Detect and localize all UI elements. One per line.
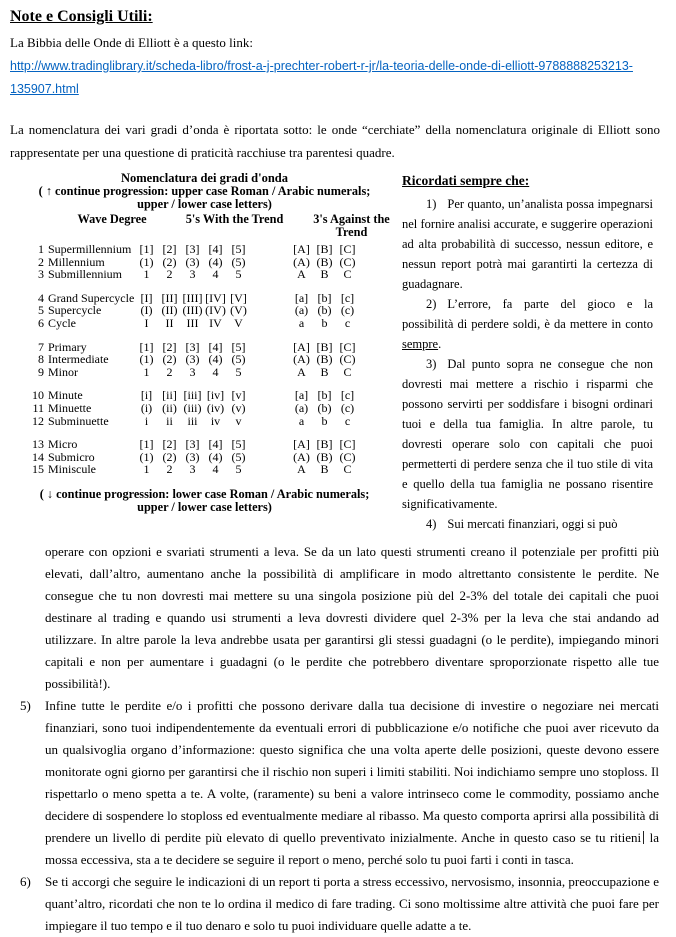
degree-name: Supercycle bbox=[48, 303, 102, 318]
column-gap bbox=[250, 317, 290, 330]
trend-symbol: i bbox=[144, 413, 149, 428]
against-symbols bbox=[290, 366, 359, 379]
against-symbol: (A) bbox=[293, 449, 310, 464]
trend-symbol: 5 bbox=[235, 462, 242, 477]
against-symbol: [B] bbox=[316, 437, 333, 452]
reminder-item-4-number: 4) bbox=[426, 517, 437, 531]
against-symbol: [A] bbox=[293, 242, 310, 256]
row-number: 2 bbox=[38, 254, 44, 269]
reminder-item-3-number: 3) bbox=[426, 357, 437, 371]
against-symbol: [C] bbox=[339, 339, 356, 354]
degree-name: Miniscule bbox=[48, 462, 96, 477]
against-symbol: (B) bbox=[316, 352, 333, 367]
text-cursor bbox=[643, 831, 644, 844]
trend-symbol: [I] bbox=[140, 290, 153, 305]
column-gap bbox=[250, 415, 290, 428]
wave-degree-row bbox=[32, 353, 377, 366]
reminder-item-4-continuation: operare con opzioni e svariati strumenti a leva. Se da un lato questi strumenti creano il potenziale per profitti più elevati, dall’altro, aumentano anche la possibilità di amplificare in modo altrettanto consistente le perdite. Ne consegue che tu non dovresti mai mettere su una singola posizione più del 2-3% del totale dei capitali che puoi destinare al trading e quando usi strumenti a leva dovresti dividere quel 2-3% per la leva che stai andando ad utilizzare. In altre parole la leva andrebbe usata per garantirsi gli stessi guadagni (o le perdite), impiegando minori capitali e non per aumentare i guadagni (o le perdite che potrebbero diventare sproporzionate rispetto alle tue possibilità!). bbox=[45, 544, 659, 691]
trend-symbol: [iv] bbox=[206, 388, 225, 403]
column-header-against-trend-line2: Trend bbox=[335, 225, 368, 239]
row-number: 6 bbox=[38, 315, 44, 330]
table-top-note-line1: ( ↑ continue progression: upper case Roman / Arabic numerals; bbox=[38, 184, 371, 198]
wave-degree-row bbox=[32, 402, 377, 415]
reminder-item-1-number: 1) bbox=[426, 197, 437, 211]
wave-degree-group bbox=[32, 389, 377, 427]
reminder-item-1 bbox=[402, 194, 653, 294]
trend-symbol: [4] bbox=[208, 242, 223, 256]
degree-name: Micro bbox=[48, 437, 78, 452]
against-symbol: (c) bbox=[340, 400, 355, 415]
trend-symbol: [1] bbox=[139, 437, 154, 452]
row-number: 9 bbox=[38, 364, 44, 379]
against-symbol: [b] bbox=[317, 290, 332, 305]
wave-degree-table bbox=[32, 171, 390, 514]
against-symbol: (B) bbox=[316, 254, 333, 269]
row-number: 7 bbox=[38, 339, 44, 354]
against-symbols bbox=[290, 415, 359, 428]
trend-symbol: [v] bbox=[231, 388, 246, 403]
against-symbol: C bbox=[343, 462, 352, 477]
reminder-item-2 bbox=[402, 294, 653, 354]
trend-symbol: [5] bbox=[231, 339, 246, 354]
trend-symbol: [4] bbox=[208, 339, 223, 354]
trend-symbol: 2 bbox=[166, 364, 173, 379]
wave-degree-group bbox=[32, 292, 377, 330]
trend-symbol: (1) bbox=[139, 352, 154, 367]
column-header-wave-degree: Wave Degree bbox=[77, 212, 147, 226]
middle-section bbox=[10, 171, 660, 534]
wave-degree-row bbox=[32, 415, 377, 428]
trend-symbol: 1 bbox=[143, 364, 150, 379]
trend-symbol: (III) bbox=[182, 303, 203, 318]
column-gap bbox=[250, 451, 290, 464]
trend-symbols bbox=[135, 402, 250, 415]
trend-symbols bbox=[135, 268, 250, 281]
trend-symbol: V bbox=[234, 315, 243, 330]
against-symbol: A bbox=[297, 462, 306, 477]
trend-symbols bbox=[135, 243, 250, 256]
against-symbol: [C] bbox=[339, 437, 356, 452]
against-symbol: a bbox=[298, 413, 305, 428]
trend-symbol: (4) bbox=[208, 254, 223, 269]
trend-symbol: (4) bbox=[208, 352, 223, 367]
trend-symbol: (II) bbox=[161, 303, 178, 318]
column-gap bbox=[250, 268, 290, 281]
body-item-5-text-before-cursor: Infine tutte le perdite e/o i profitti che possono derivare dalla tua decisione di investire o negoziare nei mercati finanziari, sono tuoi indipendentemente da eventuali errori di pubblicazione e/o notifiche che puoi aver ricevuto da un qualsivoglia organo d’informazione: questo significa che una volta aperte delle posizioni, queste devono essere monitorate ogni giorno per garantirsi che il rischio non superi i limiti stabiliti. Noi indichiamo sempre uno stoploss. Il rispettarlo o meno spetta a te. A volte, (raramente) su beni a valore intrinseco come le commodity, possiamo anche decidere di sospendere lo stoploss ed eventualmente mediare al ribasso. Ma questo comporta aprirsi alla possibilità di prendere un livello di perdite più elevato di quello preventivato inizialmente. Anche in questo caso se tu ritieni bbox=[45, 698, 659, 845]
trend-symbol: [ii] bbox=[162, 388, 177, 403]
column-gap bbox=[250, 292, 290, 305]
trend-symbols bbox=[135, 366, 250, 379]
trend-symbol: [iii] bbox=[183, 388, 202, 403]
trend-symbol: v bbox=[235, 413, 242, 428]
column-header-against-trend-line1: 3's Against the bbox=[313, 212, 390, 226]
against-symbols bbox=[290, 438, 359, 451]
column-gap bbox=[250, 366, 290, 379]
against-symbol: (C) bbox=[339, 254, 356, 269]
against-symbol: c bbox=[344, 413, 351, 428]
trend-symbol: iv bbox=[210, 413, 221, 428]
trend-symbol: [1] bbox=[139, 242, 154, 256]
trend-symbol: (i) bbox=[140, 400, 153, 415]
against-symbol: (A) bbox=[293, 254, 310, 269]
reminder-item-2-text-after: . bbox=[438, 337, 442, 351]
degree-name: Minute bbox=[48, 388, 83, 403]
against-symbol: [a] bbox=[294, 388, 309, 403]
degree-name: Minor bbox=[48, 364, 78, 379]
against-symbol: (b) bbox=[317, 303, 332, 318]
column-header-against-trend bbox=[294, 213, 409, 239]
wave-degree-row bbox=[32, 438, 377, 451]
column-gap bbox=[250, 438, 290, 451]
trend-symbol: [IV] bbox=[205, 290, 226, 305]
row-number: 11 bbox=[32, 400, 44, 415]
trend-symbol: [1] bbox=[139, 339, 154, 354]
trend-symbol: [V] bbox=[230, 290, 247, 305]
trend-symbol: (5) bbox=[231, 449, 246, 464]
nomenclature-paragraph: La nomenclatura dei vari gradi d’onda è riportata sotto: le onde “cerchiate” della nomenclatura originale di Elliott sono rappresentate per una questione di praticità racchiuse tra parentesi quadre. bbox=[10, 122, 660, 160]
trend-symbol: (v) bbox=[231, 400, 246, 415]
degree-name: Millennium bbox=[48, 254, 105, 269]
column-gap bbox=[250, 256, 290, 269]
against-symbol: B bbox=[320, 462, 329, 477]
trend-symbols bbox=[135, 317, 250, 330]
table-column-headers bbox=[32, 212, 390, 241]
against-symbol: (b) bbox=[317, 400, 332, 415]
against-symbol: [C] bbox=[339, 242, 356, 256]
against-symbol: b bbox=[321, 315, 328, 330]
degree-name: Intermediate bbox=[48, 352, 109, 367]
degree-name: Submillennium bbox=[48, 267, 123, 282]
reminder-item-4 bbox=[402, 514, 653, 534]
body-item-5-number: 5) bbox=[20, 698, 31, 713]
degree-name: Submicro bbox=[48, 449, 95, 464]
against-symbol: (A) bbox=[293, 352, 310, 367]
trend-symbols bbox=[135, 415, 250, 428]
trend-symbol: [III] bbox=[182, 290, 203, 305]
column-gap bbox=[250, 463, 290, 476]
wave-degree-group bbox=[32, 438, 377, 476]
trend-symbol: [II] bbox=[161, 290, 178, 305]
trend-symbol: [5] bbox=[231, 437, 246, 452]
against-symbol: (B) bbox=[316, 449, 333, 464]
trend-symbol: 3 bbox=[189, 267, 196, 282]
trend-symbols bbox=[135, 463, 250, 476]
column-gap bbox=[250, 389, 290, 402]
trend-symbol: 4 bbox=[212, 462, 219, 477]
table-top-note-line2: upper / lower case letters) bbox=[137, 197, 272, 211]
trend-symbol: (I) bbox=[140, 303, 153, 318]
wave-degree-row bbox=[32, 268, 377, 281]
trend-symbol: (5) bbox=[231, 352, 246, 367]
column-gap bbox=[250, 402, 290, 415]
trend-symbol: (3) bbox=[185, 254, 200, 269]
against-symbol: (C) bbox=[339, 449, 356, 464]
column-gap bbox=[250, 304, 290, 317]
trend-symbol: 5 bbox=[235, 364, 242, 379]
trend-symbols bbox=[135, 438, 250, 451]
wave-degree-row bbox=[32, 243, 377, 256]
reminder-item-1-text: Per quanto, un’analista possa impegnarsi nel fornire analisi accurate, e suggerire operazioni ad alta probabilità di successo, nessun editore, e nessun report potrà mai garantirti la certezza di guadagnare. bbox=[402, 197, 653, 291]
trend-symbol: 5 bbox=[235, 267, 242, 282]
trend-symbol: (3) bbox=[185, 449, 200, 464]
row-number: 3 bbox=[38, 267, 44, 282]
reminders-heading: Ricordati sempre che: bbox=[402, 173, 530, 188]
trend-symbol: (2) bbox=[162, 352, 177, 367]
trend-symbol: [3] bbox=[185, 437, 200, 452]
against-symbol: B bbox=[320, 267, 329, 282]
trend-symbol: (2) bbox=[162, 449, 177, 464]
trend-symbol: [3] bbox=[185, 339, 200, 354]
trend-symbol: [3] bbox=[185, 242, 200, 256]
against-symbol: C bbox=[343, 267, 352, 282]
column-gap bbox=[250, 353, 290, 366]
reminder-item-3-text: Dal punto sopra ne consegue che non dovresti mai mettere a rischio i risparmi che possono servirti per soddisfare i bisogni ordinari tuoi e della tua famiglia. In altre parole, tu dovresti operare solo con capitali che puoi permetterti di perdere senza che il tuo stile di vita e quello della tua famiglia ne possano risentire significativamente. bbox=[402, 357, 653, 511]
against-symbol: (c) bbox=[340, 303, 355, 318]
wave-degree-row bbox=[32, 463, 377, 476]
trend-symbol: (ii) bbox=[162, 400, 177, 415]
row-number: 15 bbox=[32, 462, 44, 477]
against-symbol: [a] bbox=[294, 290, 309, 305]
intro-line: La Bibbia delle Onde di Elliott è a questo link: bbox=[10, 35, 253, 50]
against-symbol: C bbox=[343, 364, 352, 379]
row-number: 10 bbox=[32, 388, 44, 403]
trend-symbol: [5] bbox=[231, 242, 246, 256]
against-symbols bbox=[290, 317, 359, 330]
trend-symbol: II bbox=[165, 315, 174, 330]
trend-symbol: (iv) bbox=[206, 400, 225, 415]
body-item-5-text-after-cursor: la mossa eccessiva, sta a te decidere se seguire il report o meno, perché solo tu puoi farti i conti in tasca. bbox=[45, 830, 659, 867]
table-bottom-note bbox=[32, 488, 377, 514]
against-symbols bbox=[290, 463, 359, 476]
against-symbol: (a) bbox=[294, 400, 309, 415]
row-number: 1 bbox=[38, 242, 44, 256]
page-title: Note e Consigli Utili: bbox=[10, 8, 153, 25]
trend-symbol: [2] bbox=[162, 242, 177, 256]
row-number: 8 bbox=[38, 352, 44, 367]
trend-symbol: (iii) bbox=[183, 400, 202, 415]
trend-symbol: (3) bbox=[185, 352, 200, 367]
against-symbol: [c] bbox=[340, 388, 355, 403]
trend-symbol: 1 bbox=[143, 267, 150, 282]
book-link[interactable]: http://www.tradinglibrary.it/scheda-libro/frost-a-j-prechter-robert-r-jr/la-teoria-delle-onde-di-elliott-9788888253213-135907.html bbox=[10, 59, 633, 96]
wave-degree-group bbox=[32, 243, 377, 281]
wave-degree-row bbox=[32, 317, 377, 330]
body-item-6-text: Se ti accorgi che seguire le indicazioni di un report ti porta a stress eccessivo, nervosismo, insonnia, preoccupazione e quant’altro, ricordati che non te lo ordina il medico di fare trading. Ci sono moltissime altre attività che puoi fare per impiegare il tuo tempo e il tuo denaro e solo tu puoi individuare quelle adatte a te. bbox=[45, 874, 659, 933]
against-symbol: a bbox=[298, 315, 305, 330]
reminder-item-4-text: Sui mercati finanziari, oggi si può bbox=[447, 517, 618, 531]
trend-symbol: 3 bbox=[189, 364, 196, 379]
reminders-section bbox=[402, 171, 653, 534]
trend-symbol: [4] bbox=[208, 437, 223, 452]
against-symbol: c bbox=[344, 315, 351, 330]
degree-name: Minuette bbox=[48, 400, 92, 415]
row-number: 5 bbox=[38, 303, 44, 318]
reminder-item-2-text-before: L’errore, fa parte del gioco e la possibilità di perdere soldi, è da mettere in conto bbox=[402, 297, 653, 331]
trend-symbol: III bbox=[186, 315, 199, 330]
trend-symbol: (1) bbox=[139, 449, 154, 464]
reminder-item-2-number: 2) bbox=[426, 297, 437, 311]
table-bottom-note-line1: ( ↓ continue progression: lower case Roman / Arabic numerals; bbox=[39, 486, 370, 501]
trend-symbol: 2 bbox=[166, 267, 173, 282]
trend-symbol: (IV) bbox=[205, 303, 226, 318]
trend-symbols bbox=[135, 353, 250, 366]
body-item-6-number: 6) bbox=[20, 874, 31, 889]
against-symbol: b bbox=[321, 413, 328, 428]
trend-symbol: I bbox=[144, 315, 149, 330]
row-number: 14 bbox=[32, 449, 44, 464]
body-item-5 bbox=[10, 695, 660, 871]
reminder-item-3 bbox=[402, 354, 653, 514]
wave-degree-row bbox=[32, 366, 377, 379]
trend-symbol: (5) bbox=[231, 254, 246, 269]
trend-symbol: (V) bbox=[230, 303, 247, 318]
table-bottom-note-line2: upper / lower case letters) bbox=[137, 499, 272, 514]
against-symbol: [b] bbox=[317, 388, 332, 403]
trend-symbol: (4) bbox=[208, 449, 223, 464]
against-symbols bbox=[290, 353, 359, 366]
against-symbols bbox=[290, 268, 359, 281]
column-gap bbox=[250, 341, 290, 354]
against-symbol: (a) bbox=[294, 303, 309, 318]
column-header-with-trend: 5's With the Trend bbox=[185, 212, 284, 226]
reminder-item-2-underlined-word: sempre bbox=[402, 337, 439, 351]
against-symbol: [A] bbox=[293, 437, 310, 452]
column-gap bbox=[250, 243, 290, 256]
trend-symbol: IV bbox=[209, 315, 222, 330]
degree-name: Primary bbox=[48, 339, 87, 354]
trend-symbol: 4 bbox=[212, 364, 219, 379]
row-number: 12 bbox=[32, 413, 44, 428]
trend-symbol: (1) bbox=[139, 254, 154, 269]
against-symbol: (C) bbox=[339, 352, 356, 367]
body-item-6 bbox=[10, 871, 660, 937]
against-symbols bbox=[290, 243, 359, 256]
row-number: 4 bbox=[38, 290, 44, 305]
trend-symbol: ii bbox=[166, 413, 173, 428]
against-symbol: A bbox=[297, 267, 306, 282]
against-symbol: [B] bbox=[316, 242, 333, 256]
trend-symbol: [i] bbox=[140, 388, 153, 403]
trend-symbol: 2 bbox=[166, 462, 173, 477]
wave-table-rows bbox=[32, 243, 377, 476]
trend-symbol: 3 bbox=[189, 462, 196, 477]
against-symbols bbox=[290, 402, 359, 415]
trend-symbol: 1 bbox=[143, 462, 150, 477]
against-symbol: A bbox=[297, 364, 306, 379]
degree-name: Cycle bbox=[48, 315, 76, 330]
against-symbol: [A] bbox=[293, 339, 310, 354]
row-number: 13 bbox=[32, 437, 44, 452]
against-symbol: [c] bbox=[340, 290, 355, 305]
degree-name: Grand Supercycle bbox=[48, 290, 135, 305]
degree-name: Supermillennium bbox=[48, 242, 132, 256]
against-symbol: B bbox=[320, 364, 329, 379]
wave-degree-group bbox=[32, 341, 377, 379]
trend-symbol: [2] bbox=[162, 339, 177, 354]
degree-name: Subminuette bbox=[48, 413, 109, 428]
table-title: Nomenclatura dei gradi d'onda bbox=[120, 171, 289, 185]
trend-symbol: iii bbox=[187, 413, 198, 428]
trend-symbol: (2) bbox=[162, 254, 177, 269]
against-symbol: [B] bbox=[316, 339, 333, 354]
trend-symbol: [2] bbox=[162, 437, 177, 452]
trend-symbol: 4 bbox=[212, 267, 219, 282]
